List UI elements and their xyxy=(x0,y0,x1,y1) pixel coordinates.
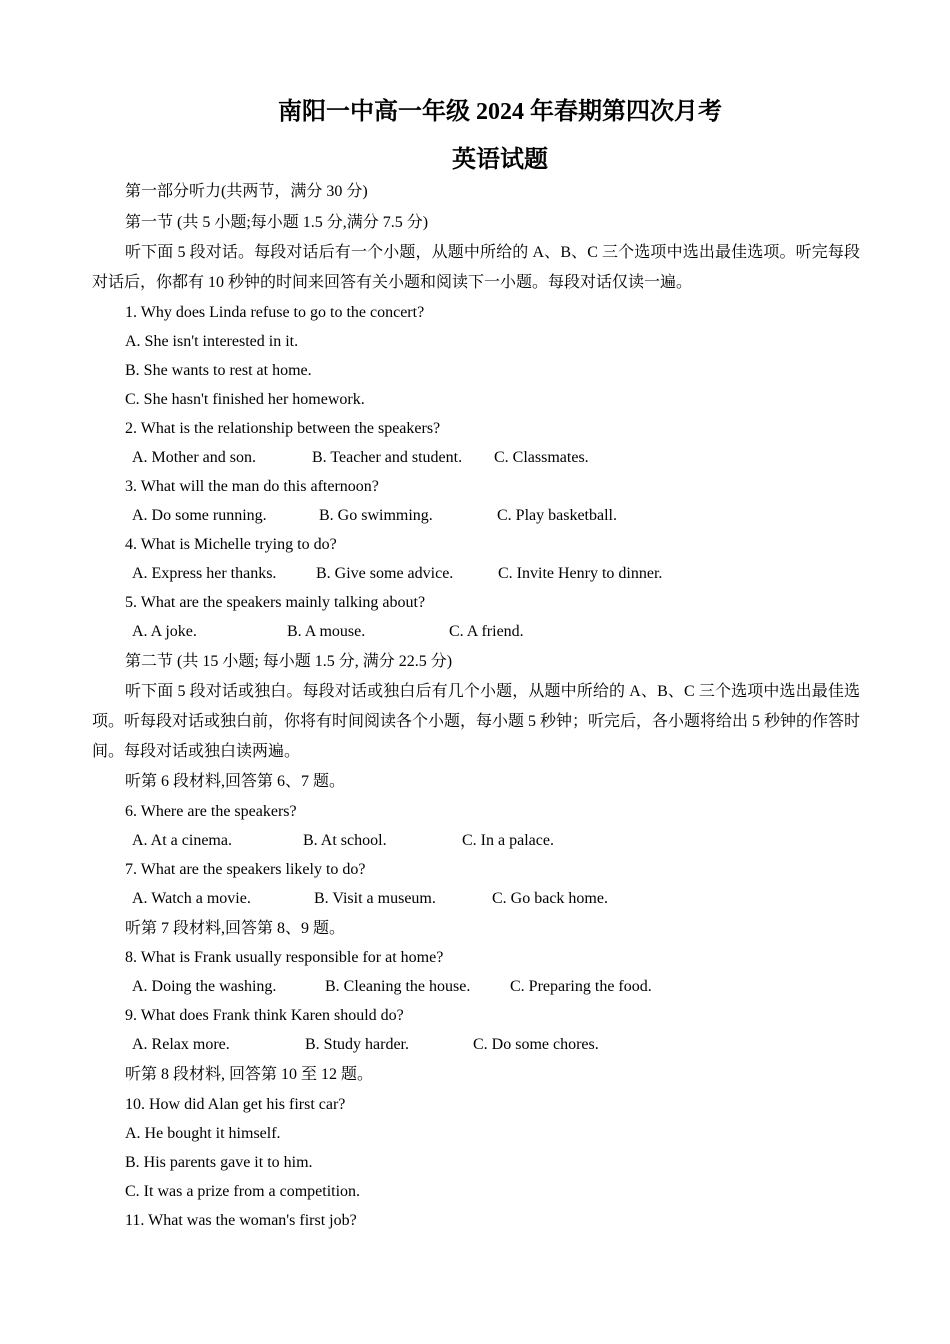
question-4-stem: 4. What is Michelle trying to do? xyxy=(125,536,337,553)
question-8-option-b: B. Cleaning the house. xyxy=(325,978,471,995)
question-2-option-a: A. Mother and son. xyxy=(132,449,256,466)
material-6-instruction: 听第 6 段材料,回答第 6、7 题。 xyxy=(125,773,346,790)
question-5-option-b: B. A mouse. xyxy=(287,623,366,640)
question-7-option-b: B. Visit a museum. xyxy=(314,890,436,907)
question-8-option-c: C. Preparing the food. xyxy=(510,978,652,995)
question-6-option-a: A. At a cinema. xyxy=(132,832,232,849)
section2-instructions: 听下面 5 段对话或独白。每段对话或独白后有几个小题，从题中所给的 A、B、C 三个选项中选出最佳选项。听每段对话或独白前，你将有时间阅读各个小题，每小题 5 秒钟；听完后，各小题将给出 5 秒钟的作答时间。每段对话或独白读两遍。 xyxy=(92,683,861,760)
question-4-option-b: B. Give some advice. xyxy=(316,565,454,582)
page-subtitle: 英语试题 xyxy=(452,147,548,173)
question-4-option-c: C. Invite Henry to dinner. xyxy=(498,565,663,582)
section2-heading: 第二节 (共 15 小题; 每小题 1.5 分, 满分 22.5 分) xyxy=(125,653,453,670)
question-3-stem: 3. What will the man do this afternoon? xyxy=(125,478,379,495)
question-9-option-a: A. Relax more. xyxy=(132,1036,230,1053)
question-11-stem: 11. What was the woman's first job? xyxy=(125,1212,357,1229)
part1-heading: 第一部分听力(共两节，满分 30 分) xyxy=(125,183,368,200)
question-8-stem: 8. What is Frank usually responsible for at home? xyxy=(125,949,444,966)
question-5-option-c: C. A friend. xyxy=(449,623,524,640)
question-3-option-c: C. Play basketball. xyxy=(497,507,617,524)
question-2-option-c: C. Classmates. xyxy=(494,449,589,466)
page-title: 南阳一中高一年级 2024 年春期第四次月考 xyxy=(278,99,722,125)
question-3-option-a: A. Do some running. xyxy=(132,507,267,524)
question-10-stem: 10. How did Alan get his first car? xyxy=(125,1096,346,1113)
section1-heading: 第一节 (共 5 小题;每小题 1.5 分,满分 7.5 分) xyxy=(125,214,429,231)
material-8-instruction: 听第 8 段材料, 回答第 10 至 12 题。 xyxy=(125,1066,374,1083)
question-9-stem: 9. What does Frank think Karen should do? xyxy=(125,1007,404,1024)
material-7-instruction: 听第 7 段材料,回答第 8、9 题。 xyxy=(125,920,346,937)
question-6-option-c: C. In a palace. xyxy=(462,832,554,849)
section1-instructions: 听下面 5 段对话。每段对话后有一个小题，从题中所给的 A、B、C 三个选项中选出最佳选项。听完每段对话后，你都有 10 秒钟的时间来回答有关小题和阅读下一小题。每段对话仅读一遍。 xyxy=(92,244,860,291)
question-6-stem: 6. Where are the speakers? xyxy=(125,803,297,820)
question-10-option-a: A. He bought it himself. xyxy=(125,1125,281,1142)
question-2-option-b: B. Teacher and student. xyxy=(312,449,463,466)
question-1-option-b: B. She wants to rest at home. xyxy=(125,362,312,379)
question-9-option-c: C. Do some chores. xyxy=(473,1036,599,1053)
question-10-option-b: B. His parents gave it to him. xyxy=(125,1154,313,1171)
question-2-stem: 2. What is the relationship between the speakers? xyxy=(125,420,441,437)
question-5-stem: 5. What are the speakers mainly talking about? xyxy=(125,594,426,611)
question-7-stem: 7. What are the speakers likely to do? xyxy=(125,861,366,878)
question-4-option-a: A. Express her thanks. xyxy=(132,565,277,582)
question-8-option-a: A. Doing the washing. xyxy=(132,978,277,995)
question-3-option-b: B. Go swimming. xyxy=(319,507,433,524)
question-5-option-a: A. A joke. xyxy=(132,623,197,640)
question-1-stem: 1. Why does Linda refuse to go to the concert? xyxy=(125,304,425,321)
question-9-option-b: B. Study harder. xyxy=(305,1036,409,1053)
question-7-option-a: A. Watch a movie. xyxy=(132,890,251,907)
question-7-option-c: C. Go back home. xyxy=(492,890,608,907)
question-1-option-a: A. She isn't interested in it. xyxy=(125,333,299,350)
question-10-option-c: C. It was a prize from a competition. xyxy=(125,1183,361,1200)
question-6-option-b: B. At school. xyxy=(303,832,387,849)
question-1-option-c: C. She hasn't finished her homework. xyxy=(125,391,365,408)
